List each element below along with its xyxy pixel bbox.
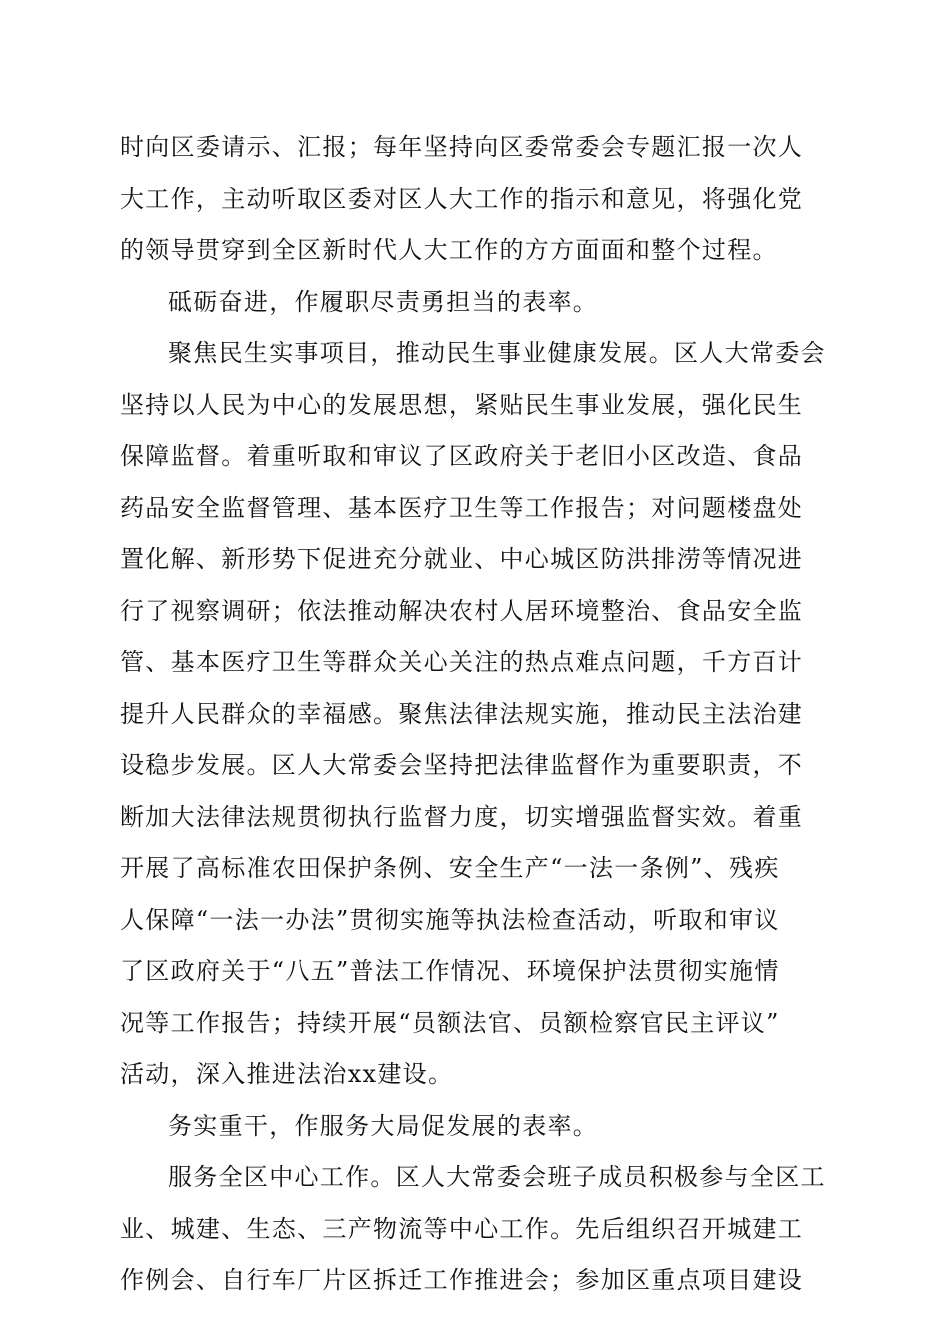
text-line: 作例会、自行车厂片区拆迁工作推进会；参加区重点项目建设 bbox=[120, 1266, 804, 1294]
text-line: 人保障“一法一办法”贯彻实施等执法检查活动，听取和审议 bbox=[120, 905, 780, 934]
section-heading: 砥砺奋进，作履职尽责勇担当的表率。 bbox=[168, 287, 599, 316]
text-line: 坚持以人民为中心的发展思想，紧贴民生事业发展，强化民生 bbox=[120, 390, 804, 419]
text-line: 了区政府关于“八五”普法工作情况、环境保护法贯彻实施情 bbox=[120, 957, 780, 985]
text-line: 置化解、新形势下促进充分就业、中心城区防洪排涝等情况进 bbox=[120, 545, 804, 573]
text-line: 时向区委请示、汇报；每年坚持向区委常委会专题汇报一次人 bbox=[120, 133, 804, 161]
text-line: 保障监督。着重听取和审议了区政府关于老旧小区改造、食品 bbox=[120, 442, 804, 470]
text-line: 提升人民群众的幸福感。聚焦法律法规实施，推动民主法治建 bbox=[120, 699, 804, 728]
section-heading: 务实重干，作服务大局促发展的表率。 bbox=[168, 1111, 599, 1140]
text-line: 业、城建、生态、三产物流等中心工作。先后组织召开城建工 bbox=[120, 1214, 804, 1243]
paragraph-start-line: 聚焦民生实事项目，推动民生事业健康发展。区人大常委会 bbox=[168, 339, 826, 367]
text-line: 药品安全监督管理、基本医疗卫生等工作报告；对问题楼盘处 bbox=[120, 493, 804, 522]
text-line: 活动，深入推进法治xx建设。 bbox=[120, 1060, 454, 1088]
text-line: 断加大法律法规贯彻执行监督力度，切实增强监督实效。着重 bbox=[120, 802, 804, 831]
text-line: 管、基本医疗卫生等群众关心关注的热点难点问题，千方百计 bbox=[120, 648, 804, 676]
text-line: 的领导贯穿到全区新时代人大工作的方方面面和整个过程。 bbox=[120, 236, 778, 264]
text-line: 设稳步发展。区人大常委会坚持把法律监督作为重要职责，不 bbox=[120, 751, 804, 779]
text-line: 行了视察调研；依法推动解决农村人居环境整治、食品安全监 bbox=[120, 596, 804, 625]
document-body bbox=[120, 122, 830, 1307]
text-line: 况等工作报告；持续开展“员额法官、员额检察官民主评议” bbox=[120, 1008, 780, 1037]
text-line: 大工作，主动听取区委对区人大工作的指示和意见，将强化党 bbox=[120, 184, 804, 213]
text-line: 开展了高标准农田保护条例、安全生产“一法一条例”、残疾 bbox=[120, 854, 780, 882]
paragraph-start-line: 服务全区中心工作。区人大常委会班子成员积极参与全区工 bbox=[168, 1163, 826, 1191]
